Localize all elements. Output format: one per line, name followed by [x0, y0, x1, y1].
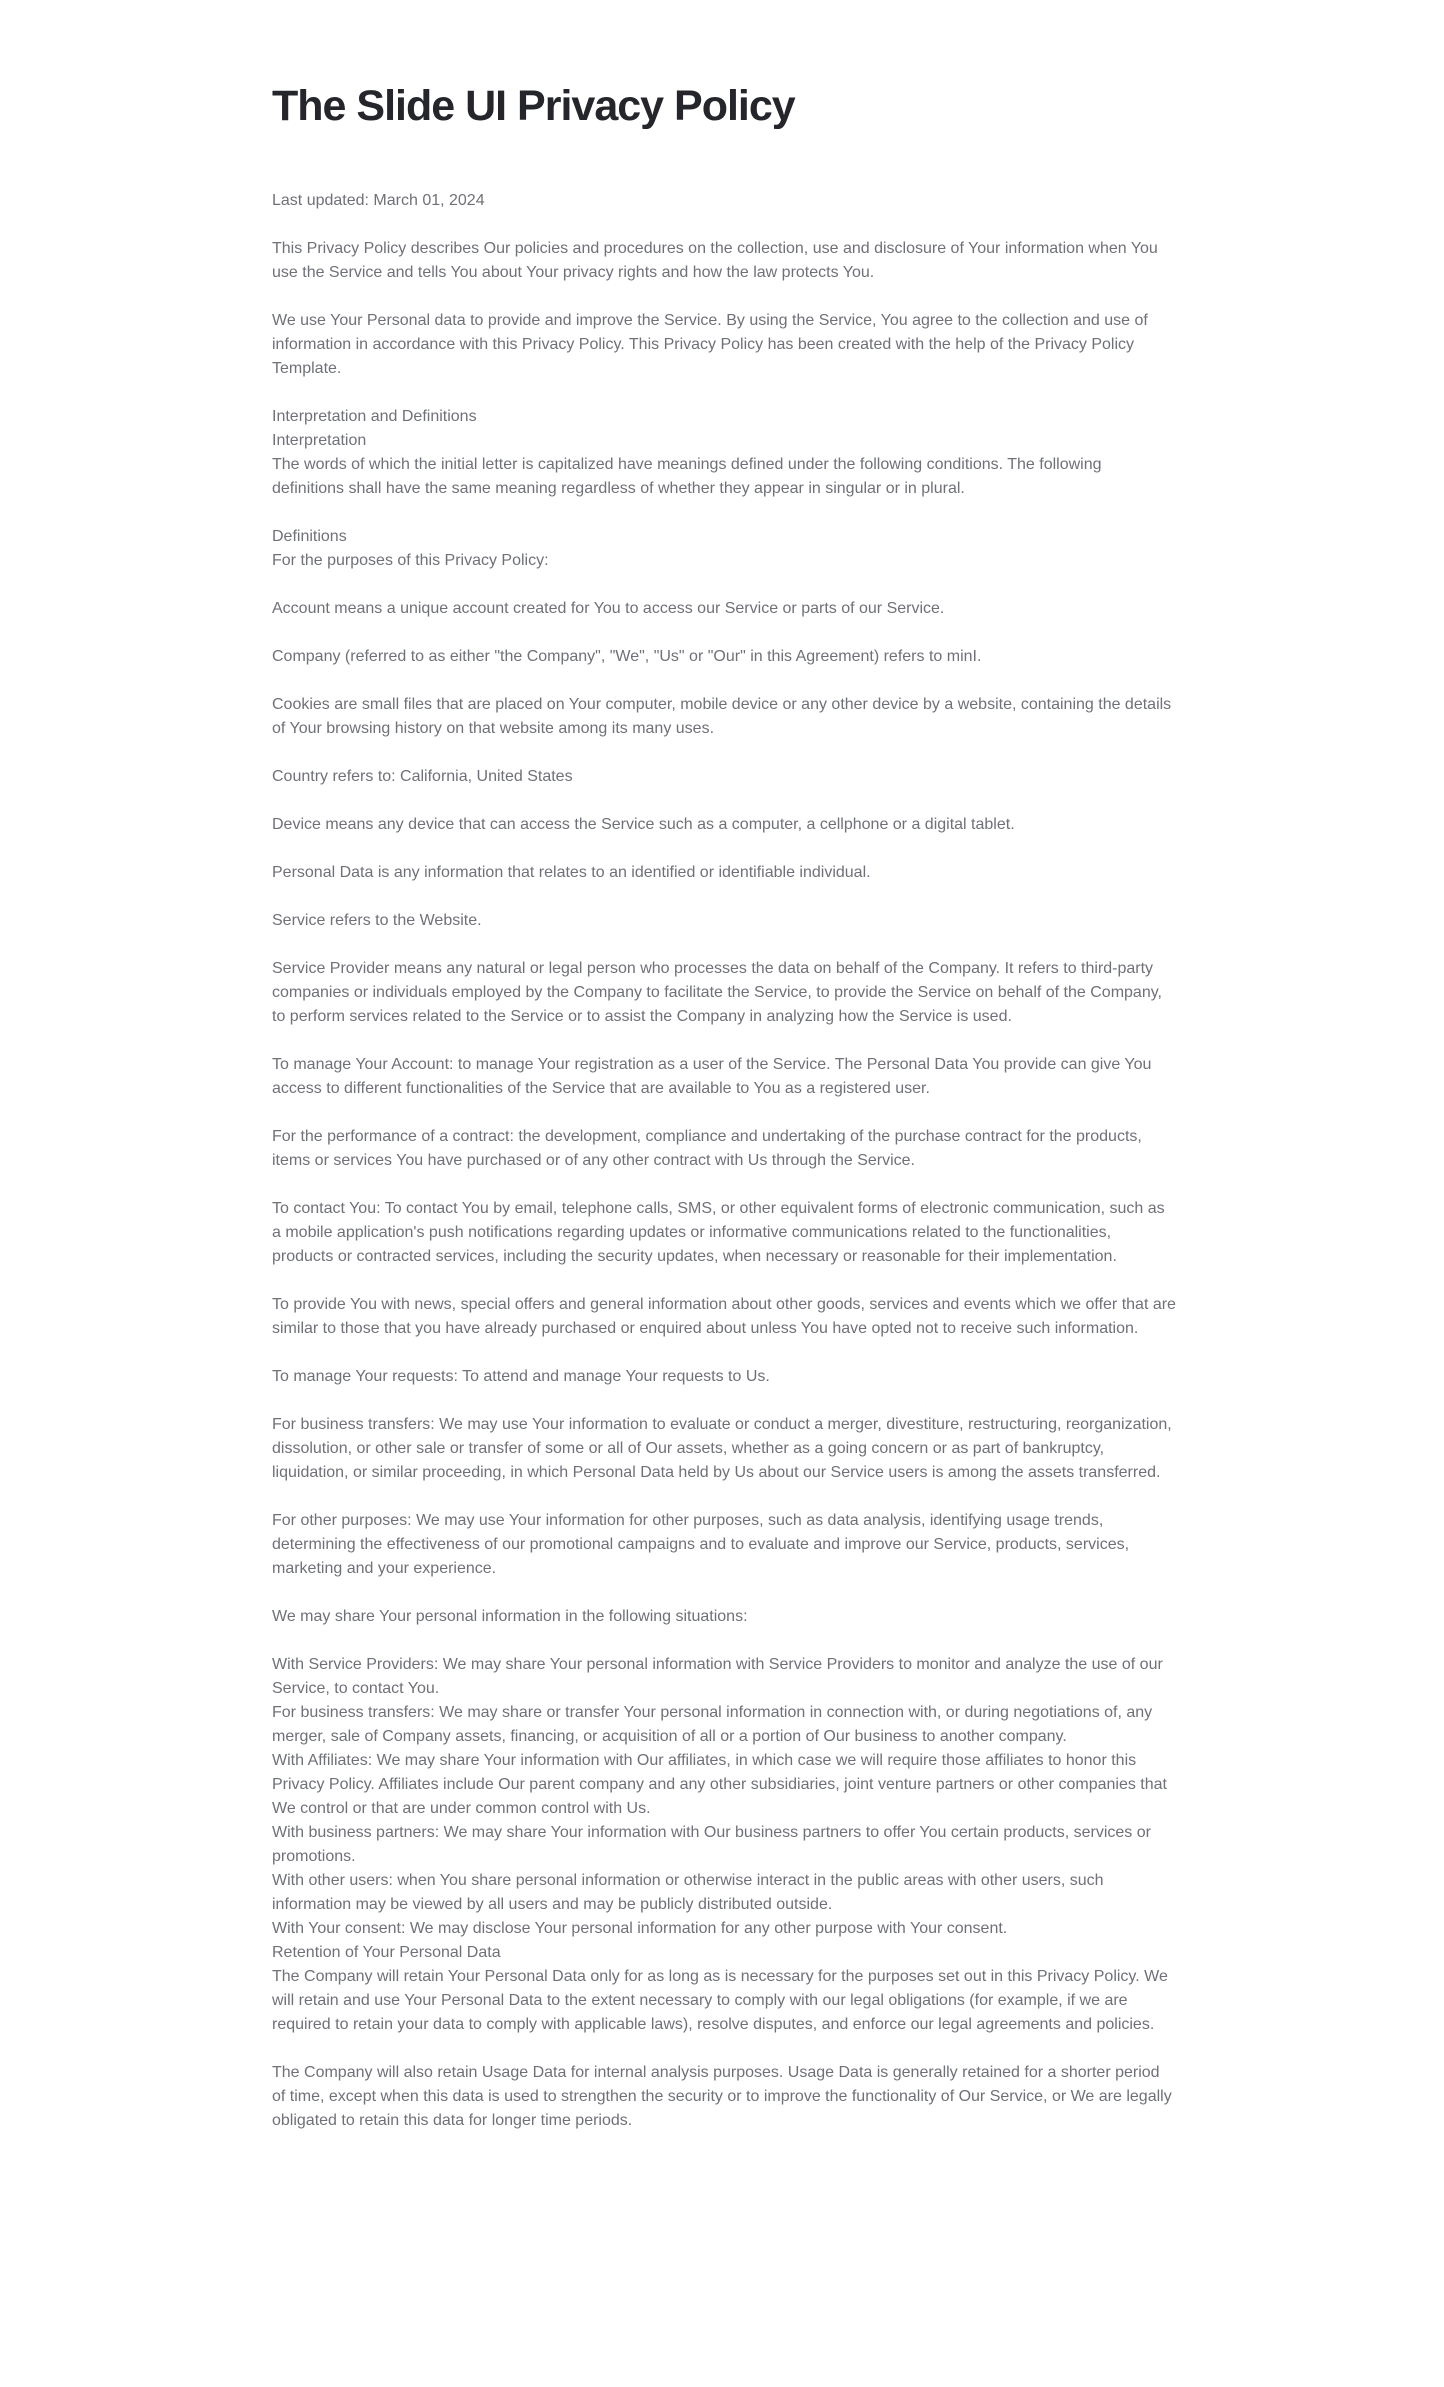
definition-device: Device means any device that can access the Service such as a computer, a cellphone or a digital tablet. — [272, 816, 1015, 833]
section-heading-retention: Retention of Your Personal Data — [272, 1944, 501, 1961]
subsection-heading-interpretation: Interpretation — [272, 432, 367, 449]
definition-cookies: Cookies are small files that are placed on Your computer, mobile device or any other device by a website, containing the details of Your browsing history on that website among its many uses. — [272, 696, 1172, 737]
share-other-users: With other users: when You share personal information or otherwise interact in the public areas with other users, such information may be viewed by all users and may be publicly distributed outside. — [272, 1872, 1104, 1913]
definition-country: Country refers to: California, United States — [272, 768, 573, 785]
use-contract: For the performance of a contract: the development, compliance and undertaking of the purchase contract for the products, items or services You have purchased or of any other contract with Us through the Service. — [272, 1128, 1142, 1169]
definition-service: Service refers to the Website. — [272, 912, 482, 929]
use-other-purposes: For other purposes: We may use Your information for other purposes, such as data analysis, identifying usage trends, determining the effectiveness of our promotional campaigns and to evaluate and improve our Service, products, services, marketing and your experience. — [272, 1512, 1130, 1577]
share-business-partners: With business partners: We may share Your information with Our business partners to offer You certain products, services or promotions. — [272, 1824, 1151, 1865]
last-updated: Last updated: March 01, 2024 — [272, 192, 485, 209]
share-affiliates: With Affiliates: We may share Your information with Our affiliates, in which case we will require those affiliates to honor this Privacy Policy. Affiliates include Our parent company and any other subsidiaries, joint venture partners or other companies that We control or that are under common control with Us. — [272, 1752, 1167, 1817]
definition-personal-data: Personal Data is any information that relates to an identified or identifiable individual. — [272, 864, 871, 881]
retention-usage-data-paragraph: The Company will also retain Usage Data for internal analysis purposes. Usage Data is generally retained for a shorter period of time, except when this data is used to strengthen the security or to improve the functionality of Our Service, or We are legally obligated to retain this data for longer time periods. — [272, 2064, 1172, 2129]
policy-page — [272, 0, 1176, 2133]
retention-paragraph: The Company will retain Your Personal Data only for as long as is necessary for the purposes set out in this Privacy Policy. We will retain and use Your Personal Data to the extent necessary to comply with our legal obligations (for example, if we are required to retain your data to comply with applicable laws), resolve disputes, and enforce our legal agreements and policies. — [272, 1968, 1168, 2033]
use-news: To provide You with news, special offers and general information about other goods, services and events which we offer that are similar to those that you have already purchased or enquired about unless You have opted not to receive such information. — [272, 1296, 1176, 1337]
definition-company: Company (referred to as either "the Company", "We", "Us" or "Our" in this Agreement) refers to minI. — [272, 648, 982, 665]
share-business-transfers: For business transfers: We may share or transfer Your personal information in connection with, or during negotiations of, any merger, sale of Company assets, financing, or acquisition of all or a portion of Our business to another company. — [272, 1704, 1153, 1745]
intro-paragraph: This Privacy Policy describes Our policies and procedures on the collection, use and disclosure of Your information when You use the Service and tells You about Your privacy rights and how the law protects You. — [272, 240, 1158, 281]
use-requests: To manage Your requests: To attend and manage Your requests to Us. — [272, 1368, 770, 1385]
section-heading-interpretation-and-definitions: Interpretation and Definitions — [272, 408, 477, 425]
intro-paragraph: We use Your Personal data to provide and improve the Service. By using the Service, You agree to the collection and use of information in accordance with this Privacy Policy. This Privacy Policy has been created with the help of the Privacy Policy Template. — [272, 312, 1148, 377]
interpretation-paragraph: The words of which the initial letter is capitalized have meanings defined under the following conditions. The following definitions shall have the same meaning regardless of whether they appear in singular or in plural. — [272, 456, 1102, 497]
use-manage-account: To manage Your Account: to manage Your registration as a user of the Service. The Personal Data You provide can give You access to different functionalities of the Service that are available to You as a registered user. — [272, 1056, 1152, 1097]
share-service-providers: With Service Providers: We may share Your personal information with Service Providers to monitor and analyze the use of our Service, to contact You. — [272, 1656, 1163, 1697]
page-title: The Slide UI Privacy Policy — [272, 82, 795, 130]
definition-account: Account means a unique account created for You to access our Service or parts of our Service. — [272, 600, 945, 617]
definitions-intro: For the purposes of this Privacy Policy: — [272, 552, 549, 569]
use-contact: To contact You: To contact You by email, telephone calls, SMS, or other equivalent forms of electronic communication, such as a mobile application's push notifications regarding updates or informative communications related to the functionalities, products or contracted services, including the security updates, when necessary or reasonable for their implementation. — [272, 1200, 1165, 1265]
policy-content — [272, 189, 1176, 2133]
definition-service-provider: Service Provider means any natural or legal person who processes the data on behalf of the Company. It refers to third-party companies or individuals employed by the Company to facilitate the Service, to provide the Service on behalf of the Company, to perform services related to the Service or to assist the Company in analyzing how the Service is used. — [272, 960, 1162, 1025]
subsection-heading-definitions: Definitions — [272, 528, 347, 545]
share-intro: We may share Your personal information in the following situations: — [272, 1608, 748, 1625]
use-business-transfers: For business transfers: We may use Your information to evaluate or conduct a merger, divestiture, restructuring, reorganization, dissolution, or other sale or transfer of some or all of Our assets, whether as a going concern or as part of bankruptcy, liquidation, or similar proceeding, in which Personal Data held by Us about our Service users is among the assets transferred. — [272, 1416, 1172, 1481]
share-consent: With Your consent: We may disclose Your personal information for any other purpose with Your consent. — [272, 1920, 1008, 1937]
